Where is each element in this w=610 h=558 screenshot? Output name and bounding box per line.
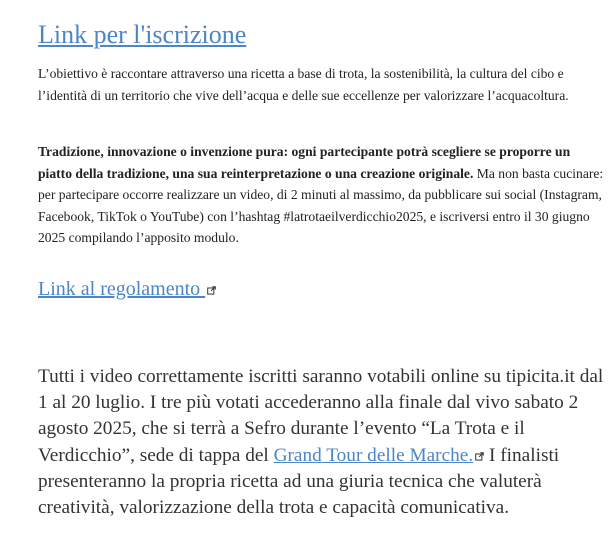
regulation-row [38,275,216,303]
rules-paragraph [38,141,606,249]
external-link-icon [475,452,484,461]
registration-heading [38,18,246,52]
external-link-icon [207,286,216,295]
voting-text-after: I finalisti presenteranno la propria ricetta ad una giuria tecnica che valuterà creatività, valorizzazione della trota e capacità comunicativa. [38,444,560,519]
voting-paragraph [38,364,606,521]
rules-text: Ma non basta cucinare: per partecipare occorre realizzare un video, di 2 minuti al massimo, da pubblicare sui social (Instagram, Facebook, TikTok o YouTube) con l’hashtag #latrotaeilverdicchio2025, e iscriversi entro il 30 giugno 2025 compilando l’apposito modulo. [38,165,604,245]
voting-text-before: Tutti i video correttamente iscritti saranno votabili online su tipicita.it dal 1 al 20 luglio. I tre più votati accederanno alla finale dal vivo sabato 2 agosto 2025, che si terrà a Sefro durante l’evento “La Trota e il Verdicchio”, sede di tappa del [38,366,604,466]
regulation-link-label: Link al regolamento [38,278,206,300]
registration-link[interactable]: Link per l'iscrizione [38,20,247,49]
grand-tour-link[interactable]: Grand Tour delle Marche. [273,444,474,466]
intro-paragraph: L’obiettivo è raccontare attraverso una ricetta a base di trota, la sostenibilità, la cultura del cibo e l’identità di un territorio che vive dell’acqua e delle sue eccellenze per valorizzare l’acquacoltura. [38,66,569,103]
regulation-link[interactable] [38,278,205,300]
rules-bold-text: Tradizione, innovazione o invenzione pura: ogni partecipante potrà scegliere se proporre un piatto della tradizione, una sua reinterpretazione o una creazione originale. [38,144,571,181]
